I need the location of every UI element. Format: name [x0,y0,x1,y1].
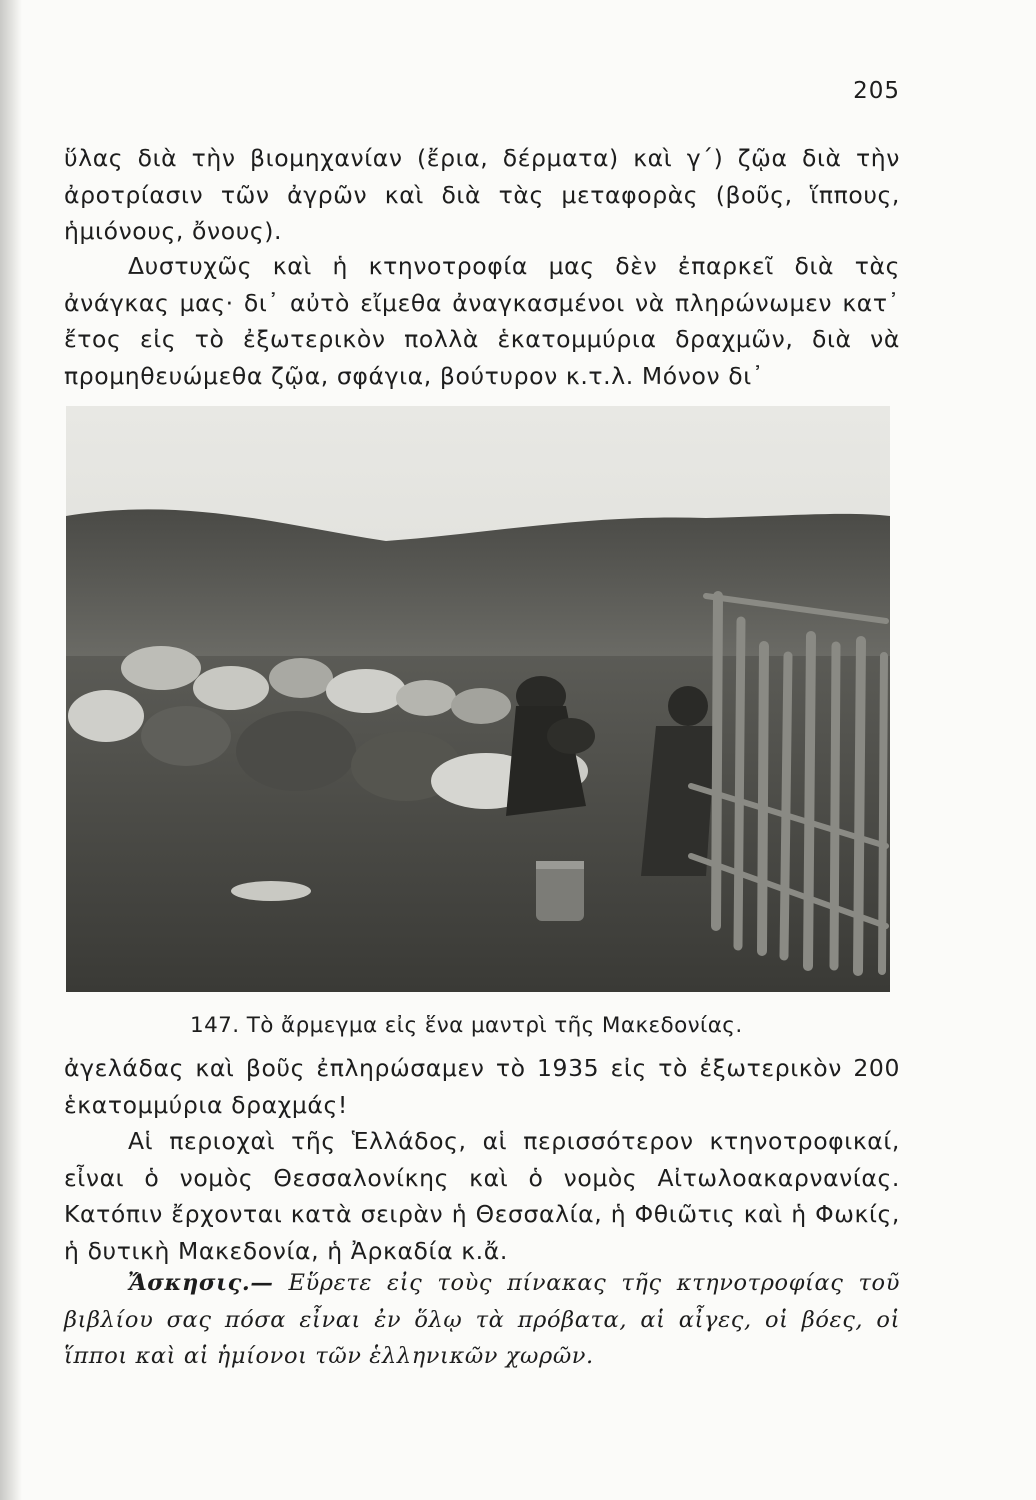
figure-caption: 147. Τὸ ἄρμεγμα εἰς ἕνα μαντρὶ τῆς Μακεδονίας. [190,1013,743,1038]
paragraph-3: ἀγελάδας καὶ βοῦς ἐπληρώσαμεν τὸ 1935 εἰς τὸ ἐξωτερικὸν 200 ἑκατομμύρια δραχμάς! [64,1054,900,1119]
ground-patch [231,881,311,901]
paragraph-2 [64,248,900,394]
wooden-fence [691,596,886,971]
milking-photo [66,406,890,992]
paragraph-2-text: Δυστυχῶς καὶ ἡ κτηνοτροφία μας δὲν ἐπαρκεῖ διὰ τὰς ἀνάγκας μας· δι᾽ αὐτὸ εἴμεθα ἀναγκασμένοι νὰ πληρώνωμεν κατ᾽ ἔτος εἰς τὸ ἐξωτερικὸν πολλὰ ἑκατομμύρια δραχμῶν, διὰ νὰ προμηθευώμεθα ζῷα, σφάγια, βούτυρον κ.τ.λ. Μόνον δι᾽ [64,252,900,390]
exercise [64,1265,900,1375]
page-number: 205 [853,78,900,104]
paragraph-4 [64,1123,900,1269]
paragraph-1: ὕλας διὰ τὴν βιομηχανίαν (ἔρια, δέρματα) καὶ γ΄) ζῷα διὰ τὴν ἀροτρίασιν τῶν ἀγρῶν καὶ διὰ τὰς μεταφορὰς (βοῦς, ἵππους, ἡμιόνους, ὄνους). [64,144,900,245]
exercise-label: Ἄσκησις.— [128,1270,274,1296]
milk-bucket [536,861,584,921]
exercise-text: Εὕρετε εἰς τοὺς πίνακας τῆς κτηνοτροφίας τοῦ βιβλίου σας πόσα εἶναι ἐν ὅλῳ τὰ πρόβατα, αἱ αἶγες, οἱ βόες, οἱ ἵπποι καὶ αἱ ἡμίονοι τῶν ἑλληνικῶν χωρῶν. [64,1270,900,1369]
paragraph-4-text: Αἱ περιοχαὶ τῆς Ἑλλάδος, αἱ περισσότερον κτηνοτροφικαί, εἶναι ὁ νομὸς Θεσσαλονίκης καὶ ὁ νομὸς Αἰτωλοακαρνανίας. Κατόπιν ἔρχονται κατὰ σειρὰν ἡ Θεσσαλία, ἡ Φθιῶτις καὶ ἡ Φωκίς, ἡ δυτικὴ Μακεδονία, ἡ Ἀρκαδία κ.ἄ. [64,1127,900,1265]
page-binding-edge [0,0,22,1500]
